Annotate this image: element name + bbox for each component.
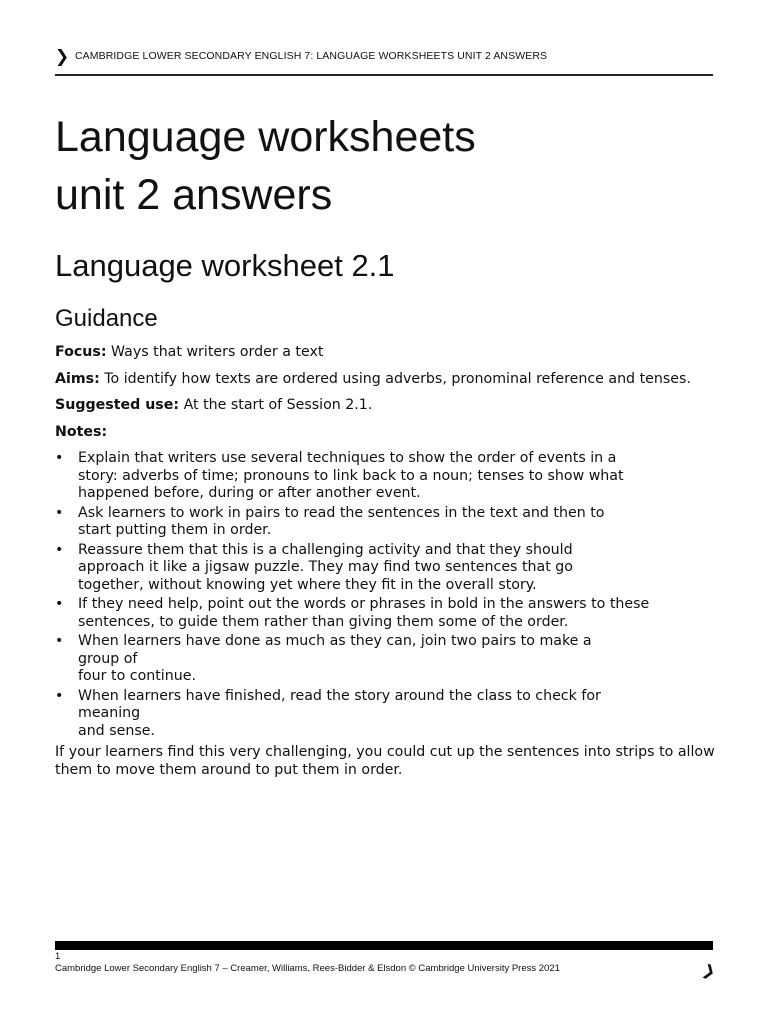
list-item-line: group of — [78, 650, 138, 667]
list-item-line: story: adverbs of time; pronouns to link back to a noun; tenses to show what — [78, 467, 624, 484]
list-item-line: meaning — [78, 705, 141, 721]
notes-label: Notes: — [55, 423, 108, 440]
bullet-icon: • — [55, 633, 64, 649]
page-number: 1 — [55, 951, 61, 962]
list-item — [55, 505, 715, 540]
list-item-line: four to continue. — [78, 668, 196, 684]
list-item — [55, 450, 715, 503]
list-item-line: If they need help, point out the words or phrases in bold in the answers to these — [78, 596, 650, 612]
page-title-line-1: Language worksheets — [55, 113, 476, 161]
list-item-line: Ask learners to work in pairs to read the sentences in the text and then to — [78, 504, 605, 521]
bullet-icon: • — [55, 687, 64, 704]
closing-paragraph: If your learners find this very challenging, you could cut up the sentences into strips to allow them to move them around to put them in order. — [55, 744, 715, 778]
running-title: CAMBRIDGE LOWER SECONDARY ENGLISH 7: LANGUAGE WORKSHEETS UNIT 2 ANSWERS — [75, 50, 548, 62]
chevron-right-icon: ❯ — [700, 960, 719, 982]
bullet-icon: • — [55, 504, 64, 521]
focus-label: Focus: — [55, 344, 107, 360]
list-item-line: sentences, to guide them rather than giving them some of the order. — [78, 613, 569, 630]
list-item-line: happened before, during or after another event. — [78, 485, 421, 501]
subsection-title: Guidance — [55, 305, 158, 332]
list-item — [55, 542, 715, 595]
guidance-body — [55, 344, 715, 788]
list-item — [55, 596, 715, 631]
bullet-icon: • — [55, 450, 64, 466]
list-item-line: Reassure them that this is a challenging activity and that they should — [78, 541, 573, 558]
running-header — [55, 46, 713, 76]
list-item-line: When learners have done as much as they can, join two pairs to make a — [78, 633, 592, 649]
bullet-icon: • — [55, 596, 64, 612]
copyright-notice: Cambridge Lower Secondary English 7 – Creamer, Williams, Rees-Bidder & Elsdon © Cambridge University Press 2021 — [55, 963, 560, 974]
list-item-line: together, without knowing yet where they fit in the overall story. — [78, 576, 537, 593]
suggested-use-text: At the start of Session 2.1. — [183, 397, 373, 413]
list-item-line: Explain that writers use several techniques to show the order of events in a — [78, 450, 617, 466]
list-item-line: and sense. — [78, 722, 155, 739]
page-title — [55, 108, 476, 224]
aims-text: To identify how texts are ordered using adverbs, pronominal reference and tenses. — [104, 370, 691, 387]
chevron-right-icon: ❯ — [55, 47, 70, 67]
list-item-line: When learners have finished, read the story around the class to check for — [78, 687, 601, 704]
list-item-line: approach it like a jigsaw puzzle. They may find two sentences that go — [78, 559, 573, 575]
aims-paragraph — [55, 371, 715, 389]
focus-paragraph — [55, 344, 715, 362]
suggested-use-label: Suggested use: — [55, 397, 180, 413]
notes-list — [55, 450, 715, 740]
list-item-line: start putting them in order. — [78, 522, 272, 538]
page-title-line-2: unit 2 answers — [55, 171, 333, 219]
bullet-icon: • — [55, 541, 64, 558]
notes-paragraph — [55, 424, 715, 442]
suggested-use-paragraph — [55, 397, 715, 415]
footer-rule — [55, 941, 713, 950]
section-title: Language worksheet 2.1 — [55, 248, 395, 283]
focus-text: Ways that writers order a text — [111, 344, 324, 360]
aims-label: Aims: — [55, 370, 100, 387]
list-item — [55, 688, 715, 741]
list-item — [55, 633, 715, 686]
